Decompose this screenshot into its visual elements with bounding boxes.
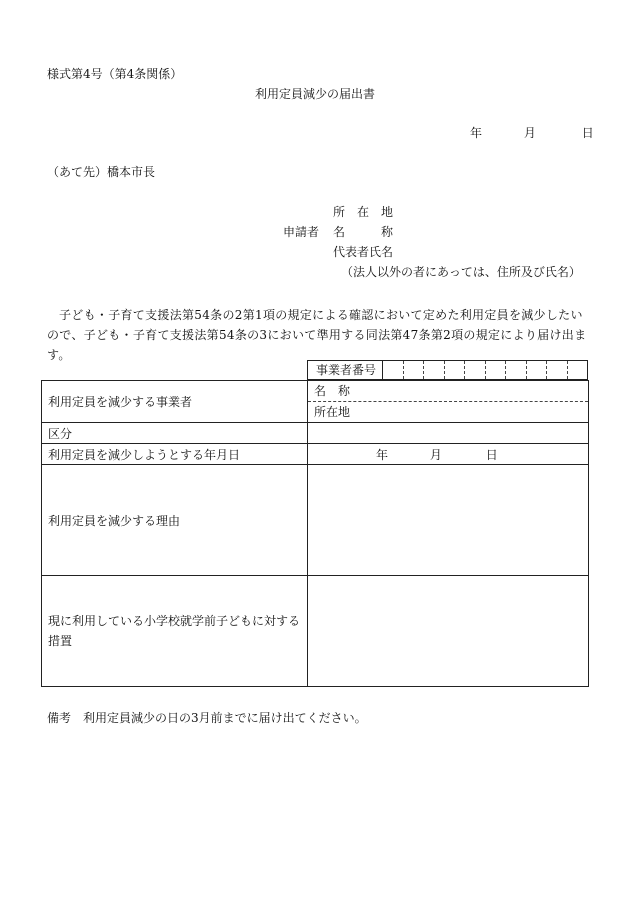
business-operator-cell <box>308 381 589 423</box>
category-label: 区分 <box>42 423 308 444</box>
operator-name-field[interactable] <box>308 381 588 402</box>
table-row <box>42 465 589 576</box>
business-number-cells[interactable] <box>383 361 587 379</box>
digit-cell[interactable] <box>445 361 466 379</box>
digit-cell[interactable] <box>568 361 588 379</box>
reduction-day: 日 <box>485 447 498 462</box>
representative-label: 代表者氏名 <box>333 245 394 259</box>
reduction-reason-label: 利用定員を減少する理由 <box>42 465 308 576</box>
addressee: （あて先）橋本市長 <box>47 165 156 179</box>
table-row <box>42 381 589 423</box>
table-row <box>42 444 589 465</box>
date-day: 日 <box>581 126 594 140</box>
digit-cell[interactable] <box>404 361 425 379</box>
reduction-reason-field[interactable] <box>308 465 589 576</box>
applicant-label: 申請者 <box>283 225 320 239</box>
operator-address-field[interactable] <box>308 402 588 422</box>
reduction-date-field[interactable] <box>308 444 589 465</box>
business-number-box <box>307 360 588 380</box>
form-number: 様式第4号（第4条関係） <box>47 67 183 81</box>
date-year: 年 <box>470 126 483 140</box>
remarks-note: 備考 利用定員減少の日の3月前までに届け出てください。 <box>47 711 367 725</box>
category-field[interactable] <box>308 423 589 444</box>
business-operator-label: 利用定員を減少する事業者 <box>42 381 308 423</box>
applicant-address-label: 所 在 地 <box>333 205 394 219</box>
child-measures-label: 現に利用している小学校就学前子どもに対する措置 <box>42 576 308 687</box>
form-table <box>41 380 589 687</box>
digit-cell[interactable] <box>506 361 527 379</box>
reduction-date-label: 利用定員を減少しようとする年月日 <box>42 444 308 465</box>
digit-cell[interactable] <box>527 361 548 379</box>
child-measures-field[interactable] <box>308 576 589 687</box>
document-title: 利用定員減少の届出書 <box>254 87 375 101</box>
applicant-name-label: 名 称 <box>333 225 394 239</box>
body-text: 子ども・子育て支援法第54条の2第1項の規定による確認において定めた利用定員を減少したいので、子ども・子育て支援法第54条の3において準用する同法第47条第2項の規定により届け出ます。 <box>47 308 587 362</box>
reduction-year: 年 <box>376 447 389 462</box>
submission-date <box>470 127 594 139</box>
table-row <box>42 423 589 444</box>
table-row <box>42 576 589 687</box>
operator-address-label: 所在地 <box>314 405 351 419</box>
digit-cell[interactable] <box>383 361 404 379</box>
digit-cell[interactable] <box>547 361 568 379</box>
operator-name-label: 名 称 <box>314 384 351 398</box>
date-month: 月 <box>523 126 536 140</box>
digit-cell[interactable] <box>486 361 507 379</box>
reduction-month: 月 <box>429 447 442 462</box>
digit-cell[interactable] <box>465 361 486 379</box>
applicant-note: （法人以外の者にあっては、住所及び氏名） <box>341 265 581 279</box>
digit-cell[interactable] <box>424 361 445 379</box>
business-number-label: 事業者番号 <box>308 361 383 379</box>
